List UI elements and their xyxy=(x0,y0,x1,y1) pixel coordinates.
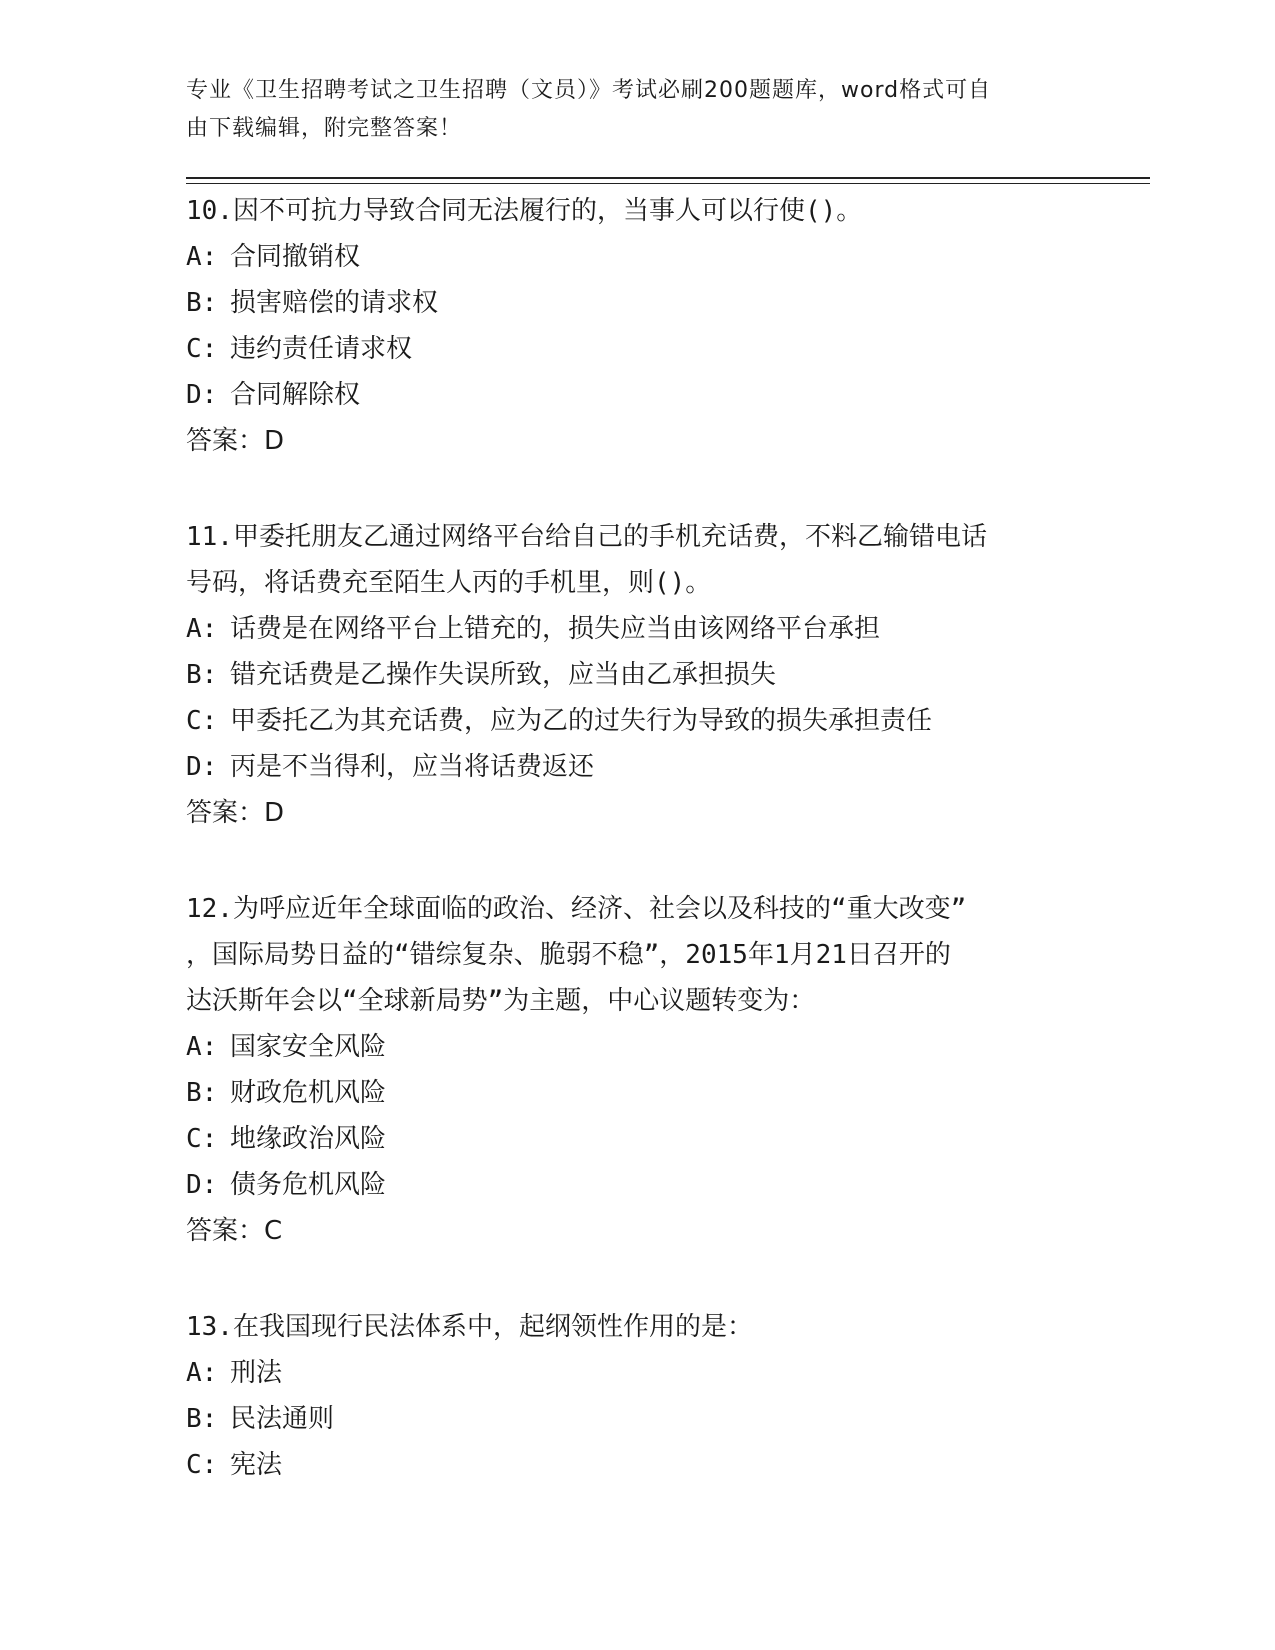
question-stem: ，国际局势日益的“错综复杂、脆弱不稳”，2015年1月21日召开的 xyxy=(186,940,951,970)
document-header xyxy=(186,72,1086,148)
question-13 xyxy=(186,1304,1106,1488)
question-12 xyxy=(186,886,1106,1254)
option-text: 地缘政治风险 xyxy=(230,1124,387,1154)
option-text: 错充话费是乙操作失误所致，应当由乙承担损失 xyxy=(230,660,777,690)
option-letter: D: xyxy=(186,752,218,782)
option-text: 刑法 xyxy=(230,1358,283,1388)
answer-line: 答案：C xyxy=(186,1216,283,1246)
question-stem: 12.为呼应近年全球面临的政治、经济、社会以及科技的“重大改变” xyxy=(186,894,967,924)
header-line-1: 专业《卫生招聘考试之卫生招聘（文员）》考试必刷200题题库，word格式可自 xyxy=(186,78,992,103)
option-a xyxy=(186,1024,1106,1070)
question-stem: 11.甲委托朋友乙通过网络平台给自己的手机充话费，不料乙输错电话 xyxy=(186,522,987,552)
option-text: 甲委托乙为其充话费，应为乙的过失行为导致的损失承担责任 xyxy=(230,706,933,736)
question-stem: 13.在我国现行民法体系中，起纲领性作用的是： xyxy=(186,1312,753,1342)
header-divider-thick xyxy=(186,177,1150,179)
answer-line: 答案：D xyxy=(186,798,285,828)
option-b xyxy=(186,280,1106,326)
question-list xyxy=(186,188,1106,1538)
question-stem: 10.因不可抗力导致合同无法履行的，当事人可以行使()。 xyxy=(186,196,863,226)
option-letter: C: xyxy=(186,334,218,364)
option-a xyxy=(186,606,1106,652)
option-text: 合同撤销权 xyxy=(230,242,361,272)
option-letter: B: xyxy=(186,1404,218,1434)
option-text: 违约责任请求权 xyxy=(230,334,413,364)
question-11 xyxy=(186,514,1106,836)
option-d xyxy=(186,372,1106,418)
question-10 xyxy=(186,188,1106,464)
option-text: 话费是在网络平台上错充的，损失应当由该网络平台承担 xyxy=(230,614,881,644)
option-letter: A: xyxy=(186,1358,218,1388)
option-letter: A: xyxy=(186,242,218,272)
question-stem: 号码，将话费充至陌生人丙的手机里，则()。 xyxy=(186,568,712,598)
option-letter: B: xyxy=(186,1078,218,1108)
option-d xyxy=(186,1162,1106,1208)
option-letter: D: xyxy=(186,380,218,410)
option-b xyxy=(186,652,1106,698)
option-d xyxy=(186,744,1106,790)
option-b xyxy=(186,1070,1106,1116)
option-text: 宪法 xyxy=(230,1450,283,1480)
option-a xyxy=(186,1350,1106,1396)
option-text: 合同解除权 xyxy=(230,380,361,410)
question-stem: 达沃斯年会以“全球新局势”为主题，中心议题转变为： xyxy=(186,986,816,1016)
option-text: 损害赔偿的请求权 xyxy=(230,288,439,318)
answer-line: 答案：D xyxy=(186,426,285,456)
option-c xyxy=(186,698,1106,744)
header-line-2: 由下载编辑，附完整答案！ xyxy=(186,116,463,141)
option-a xyxy=(186,234,1106,280)
header-divider-thin xyxy=(186,183,1150,184)
option-c xyxy=(186,326,1106,372)
option-c xyxy=(186,1442,1106,1488)
option-letter: B: xyxy=(186,660,218,690)
option-letter: B: xyxy=(186,288,218,318)
option-text: 债务危机风险 xyxy=(230,1170,387,1200)
option-letter: A: xyxy=(186,1032,218,1062)
option-text: 国家安全风险 xyxy=(230,1032,387,1062)
option-letter: C: xyxy=(186,706,218,736)
option-letter: C: xyxy=(186,1124,218,1154)
option-letter: D: xyxy=(186,1170,218,1200)
option-letter: A: xyxy=(186,614,218,644)
option-text: 民法通则 xyxy=(230,1404,335,1434)
option-c xyxy=(186,1116,1106,1162)
option-letter: C: xyxy=(186,1450,218,1480)
option-b xyxy=(186,1396,1106,1442)
option-text: 丙是不当得利，应当将话费返还 xyxy=(230,752,595,782)
option-text: 财政危机风险 xyxy=(230,1078,387,1108)
